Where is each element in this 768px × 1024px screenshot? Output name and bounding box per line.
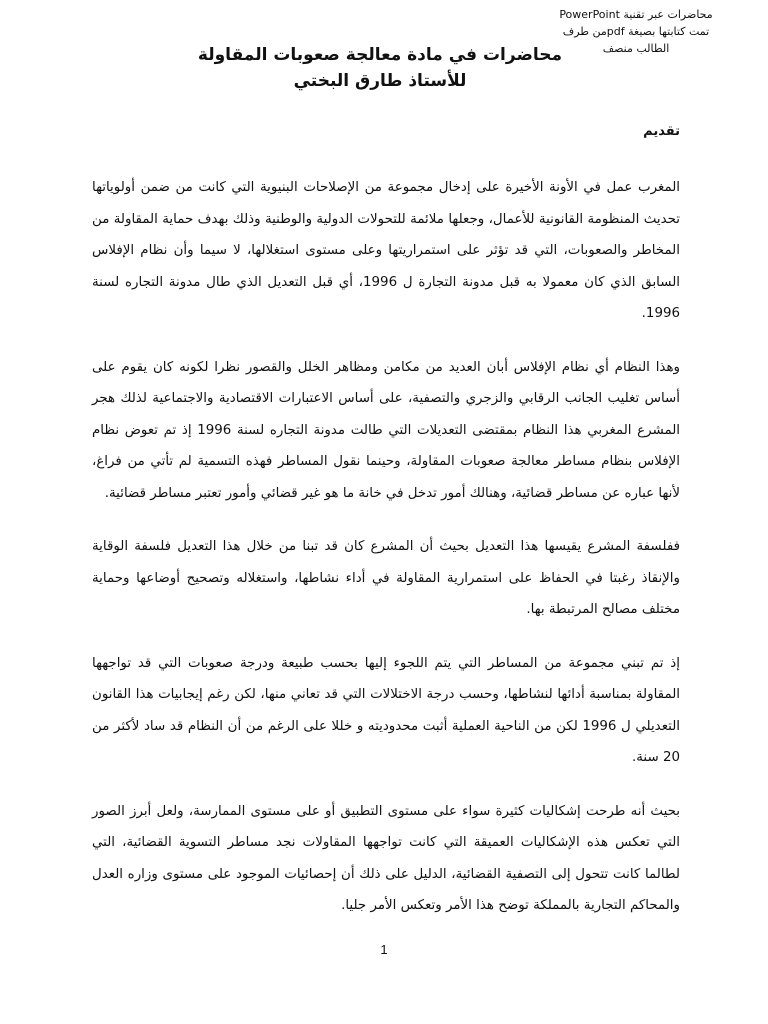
header-note-line-2: تمت كتابتها بصيغة pdfمن طرف [562, 25, 710, 38]
page-number: 1 [380, 942, 388, 957]
section-heading: تقديم [643, 124, 680, 139]
title-line-2: للأستاذ طارق البختي [293, 71, 467, 91]
paragraph-1: المغرب عمل في الأونة الأخيرة على إدخال مجموعة من الإصلاحات البنيوية التي كانت من ضمن أولوياتها تحديث المنظومة القانونية للأعمال، وجعلها ملائمة للتحولات الدولية والوطنية وذلك بهدف حماية المقاولة من المخاطر والصعوبات، التي قد تؤثر على استمراريتها وعلى مستوى استغلالها، لا سيما وأن نظام الإفلاس السابق الذي كان معمولا به قبل مدونة التجارة ل 1996، أي قبل التعديل الذي طال مدونة التجاره لسنة 1996. [92, 180, 680, 321]
document-title [180, 42, 580, 94]
body-text [92, 172, 680, 944]
paragraph-2: وهذا النظام أي نظام الإفلاس أبان العديد من مكامن ومظاهر الخلل والقصور نظرا لكونه كان يقوم على أساس تغليب الجانب الرقابي والزجري والتصفية، على أساس الاعتبارات الاقتصادية والاجتماعية لذلك هجر المشرع المغربي هذا النظام بمقتضى التعديلات التي طالت مدونة التجاره لسنة 1996 إذ تم تعوض نظام الإفلاس بنظام مساطر معالجة صعوبات المقاولة، وحينما نقول المساطر فهذه التسمية لم تأتي من فراغ، لأنها عباره عن مساطر قضائية، وهنالك أمور تدخل في خانة ما هو غير قضائي وأمور تعتبر مساطر قضائية. [92, 359, 681, 501]
title-line-1: محاضرات في مادة معالجة صعوبات المقاولة [197, 45, 563, 65]
paragraph-5: بحيث أنه طرحت إشكاليات كثيرة سواء على مستوى التطبيق أو على مستوى الممارسة، ولعل أبرز الصور التي تعكس هذه الإشكاليات العميقة التي كانت تواجهها المقاولات نجد مساطر التسوية القضائية، التي لطالما كانت تتحول إلى التصفية القضائية، الدليل على ذلك أن إحصائيات الموجود على مستوى وزاره العدل والمحاكم التجارية بالمملكة توضح هذا الأمر وتعكس الأمر جليا. [92, 803, 680, 913]
header-note-line-3: الطالب منصف [602, 42, 670, 55]
paragraph-4: إذ تم تبني مجموعة من المساطر التي يتم اللجوء إليها بحسب طبيعة ودرجة صعوبات التي قد تواجهها المقاولة بمناسبة أدائها لنشاطها، وحسب درجة الاختلالات التي قد تعاني منها، لكن رغم إيجابيات هذا القانون التعديلي ل 1996 لكن من الناحية العملية أثبت محدوديته و خللا على الرغم من أن النظام قد ساد لأكثر من 20 سنة. [92, 655, 681, 765]
header-note-line-1: محاضرات عبر تقنية PowerPoint [559, 8, 713, 21]
paragraph-3: ففلسفة المشرع يقيسها هذا التعديل بحيث أن المشرع كان قد تبنا من خلال هذا التعديل فلسفة الوقاية والإنقاذ رغبتا في الحفاظ على استمرارية المقاولة في أداء نشاطها، واستغلاله وتصحيح أوضاعها وحماية مختلف مصالح المرتبطة بها. [92, 539, 680, 617]
